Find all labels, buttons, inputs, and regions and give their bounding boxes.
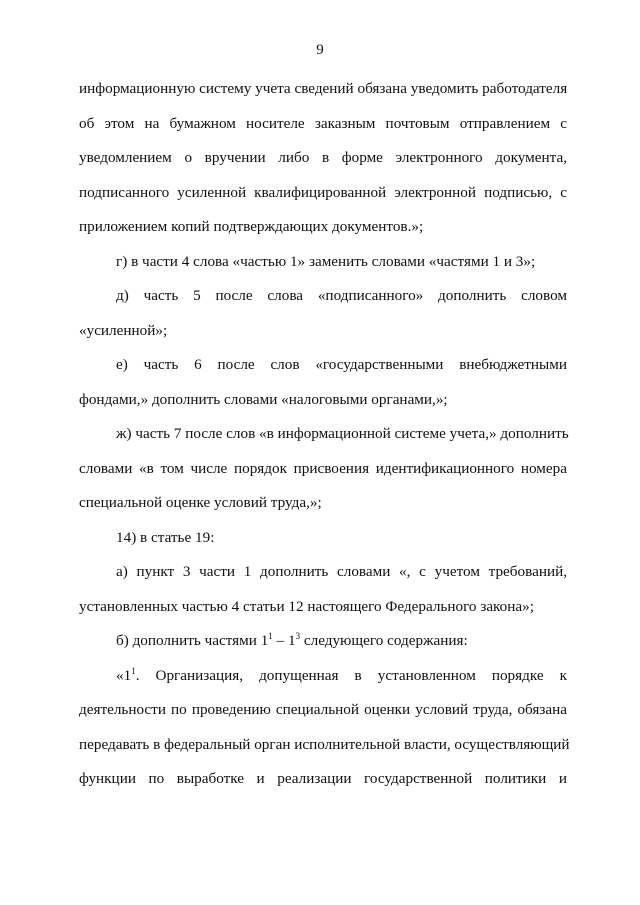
text-line: фондами,» дополнить словами «налоговыми органами,»;	[79, 391, 448, 408]
text-line: информационную систему учета сведений обязана уведомить работодателя	[79, 80, 568, 97]
paragraph-line	[116, 632, 567, 650]
paragraph-line: г) в части 4 слова «частью 1» заменить словами «частями 1 и 3»;	[116, 253, 536, 270]
superscript: 1	[268, 631, 273, 641]
paragraph-line	[116, 667, 567, 685]
paragraph-line: 14) в статье 19:	[116, 529, 215, 546]
text-line: «усиленной»;	[79, 322, 168, 339]
text-segment: . Организация, допущенная в установленном порядке к	[135, 667, 567, 684]
text-line: словами «в том числе порядок присвоения идентификационного номера	[79, 460, 567, 477]
paragraph-line: е) часть 6 после слов «государственными внебюджетными	[116, 356, 567, 373]
text-line: установленных частью 4 статьи 12 настоящего Федерального закона»;	[79, 598, 534, 615]
text-line: об этом на бумажном носителе заказным почтовым отправлением с	[79, 115, 567, 132]
paragraph-line: ж) часть 7 после слов «в информационной системе учета,» дополнить	[116, 425, 569, 442]
text-line: деятельности по проведению специальной оценки условий труда, обязана	[79, 701, 567, 718]
text-line: приложением копий подтверждающих документов.»;	[79, 218, 424, 235]
text-line: специальной оценке условий труда,»;	[79, 494, 322, 511]
superscript: 3	[295, 631, 301, 641]
page-number: 9	[316, 42, 324, 58]
paragraph-line: д) часть 5 после слова «подписанного» дополнить словом	[116, 287, 567, 304]
text-line: подписанного усиленной квалифицированной электронной подписью, с	[79, 184, 567, 201]
text-segment: б) дополнить частями 1	[116, 632, 269, 649]
text-segment: «1	[116, 667, 132, 684]
paragraph-line: а) пункт 3 части 1 дополнить словами «, с учетом требований,	[116, 563, 567, 580]
text-segment: – 1	[272, 632, 296, 649]
text-segment: следующего содержания:	[300, 632, 468, 649]
text-line: уведомлением о вручении либо в форме электронного документа,	[79, 149, 567, 166]
text-line: передавать в федеральный орган исполнительной власти, осуществляющий	[79, 736, 570, 753]
superscript: 1	[131, 666, 136, 676]
text-line: функции по выработке и реализации государственной политики и	[79, 770, 567, 787]
